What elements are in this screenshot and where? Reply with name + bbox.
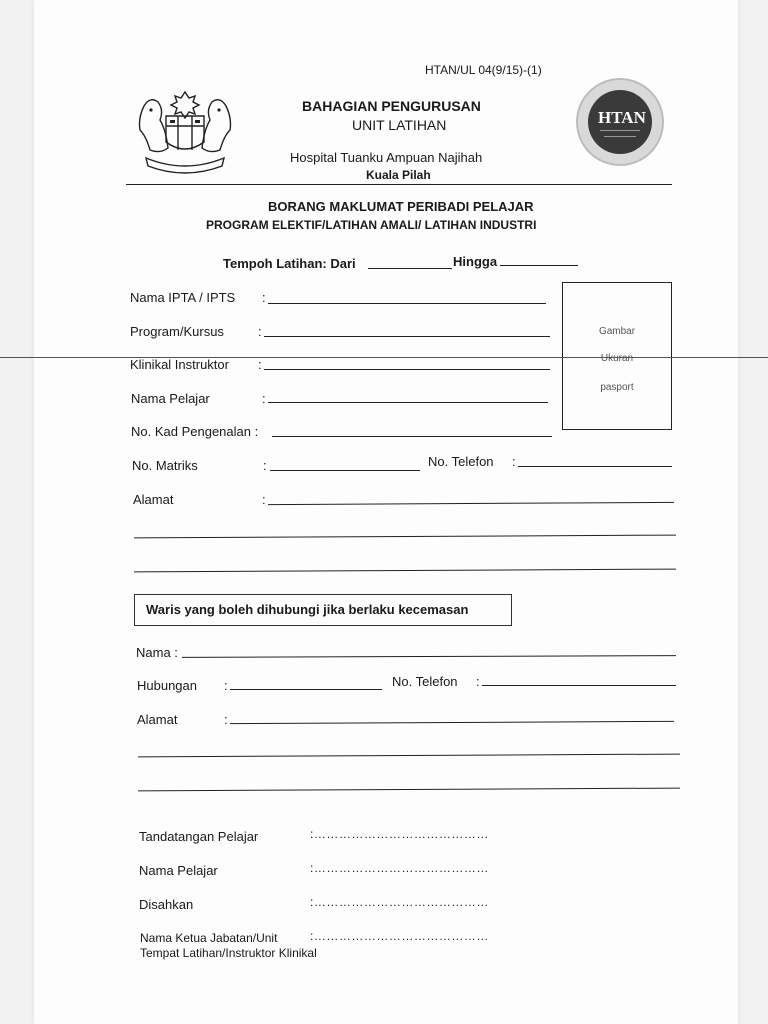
- student-address-label: Alamat: [133, 492, 174, 507]
- emergency-phone-field[interactable]: [482, 685, 676, 686]
- malaysia-crest-logo: [134, 86, 236, 174]
- photo-label-3: pasport: [600, 382, 634, 393]
- document-code: HTAN/UL 04(9/15)-(1): [425, 63, 542, 77]
- student-name-colon: :: [262, 391, 266, 406]
- head-name-field[interactable]: :……………………………………: [310, 929, 489, 943]
- hospital-name: Hospital Tuanku Ampuan Najihah: [290, 150, 483, 165]
- photo-label-2: Ukuran: [600, 353, 634, 364]
- header-divider: [126, 184, 672, 185]
- student-address-colon: :: [262, 492, 266, 507]
- unit-title: UNIT LATIHAN: [352, 117, 447, 133]
- emergency-address-label: Alamat: [137, 712, 178, 727]
- approved-label: Disahkan: [139, 897, 194, 912]
- head-name-label-2: Tempat Latihan/Instruktor Klinikal: [140, 946, 317, 960]
- relationship-colon: :: [224, 678, 228, 693]
- emergency-heading: Waris yang boleh dihubungi jika berlaku kecemasan: [146, 602, 469, 617]
- training-period-to-label: Hingga: [453, 254, 498, 269]
- ic-number-field[interactable]: [272, 436, 552, 437]
- matric-number-label: No. Matriks: [132, 458, 198, 473]
- relationship-field[interactable]: [230, 689, 382, 690]
- institution-colon: :: [262, 290, 266, 305]
- hospital-location: Kuala Pilah: [366, 168, 431, 182]
- training-period-to-field[interactable]: [500, 265, 578, 266]
- matric-number-colon: :: [263, 458, 267, 473]
- student-name-label: Nama Pelajar: [131, 391, 210, 406]
- matric-number-field[interactable]: [270, 470, 420, 471]
- approved-field[interactable]: :……………………………………: [310, 895, 489, 909]
- instructor-field[interactable]: [264, 369, 550, 370]
- division-title: BAHAGIAN PENGURUSAN: [302, 98, 481, 114]
- instructor-colon: :: [258, 357, 262, 372]
- photo-label-1: Gambar: [598, 326, 636, 337]
- htan-logo-caption: [604, 136, 636, 137]
- student-signature-field[interactable]: :……………………………………: [310, 827, 489, 841]
- institution-field[interactable]: [268, 303, 546, 304]
- form-subtitle: PROGRAM ELEKTIF/LATIHAN AMALI/ LATIHAN INDUSTRI: [206, 218, 537, 232]
- program-label: Program/Kursus: [130, 324, 224, 339]
- instructor-label: Klinikal Instruktor: [130, 357, 229, 372]
- emergency-phone-colon: :: [476, 674, 480, 689]
- emergency-address-colon: :: [224, 712, 228, 727]
- program-field[interactable]: [264, 336, 550, 337]
- htan-logo-text: HTAN: [598, 108, 646, 127]
- htan-logo-caption: [600, 130, 640, 131]
- student-name-field[interactable]: [268, 402, 548, 403]
- emergency-phone-label: No. Telefon: [392, 674, 458, 689]
- student-phone-colon: :: [512, 454, 516, 469]
- scan-line: [0, 357, 768, 358]
- program-colon: :: [258, 324, 262, 339]
- signoff-student-name-field[interactable]: :……………………………………: [310, 861, 489, 875]
- student-signature-label: Tandatangan Pelajar: [139, 829, 259, 844]
- training-period-from-label: Tempoh Latihan: Dari: [223, 256, 356, 271]
- student-phone-label: No. Telefon: [428, 454, 494, 469]
- institution-label: Nama IPTA / IPTS: [130, 290, 236, 305]
- emergency-name-label: Nama :: [136, 645, 178, 660]
- relationship-label: Hubungan: [137, 678, 197, 693]
- signoff-student-name-label: Nama Pelajar: [139, 863, 218, 878]
- ic-number-label: No. Kad Pengenalan :: [131, 424, 259, 439]
- form-title: BORANG MAKLUMAT PERIBADI PELAJAR: [268, 199, 534, 214]
- training-period-from-field[interactable]: [368, 268, 452, 269]
- student-phone-field[interactable]: [518, 466, 672, 467]
- head-name-label: Nama Ketua Jabatan/Unit: [140, 931, 278, 945]
